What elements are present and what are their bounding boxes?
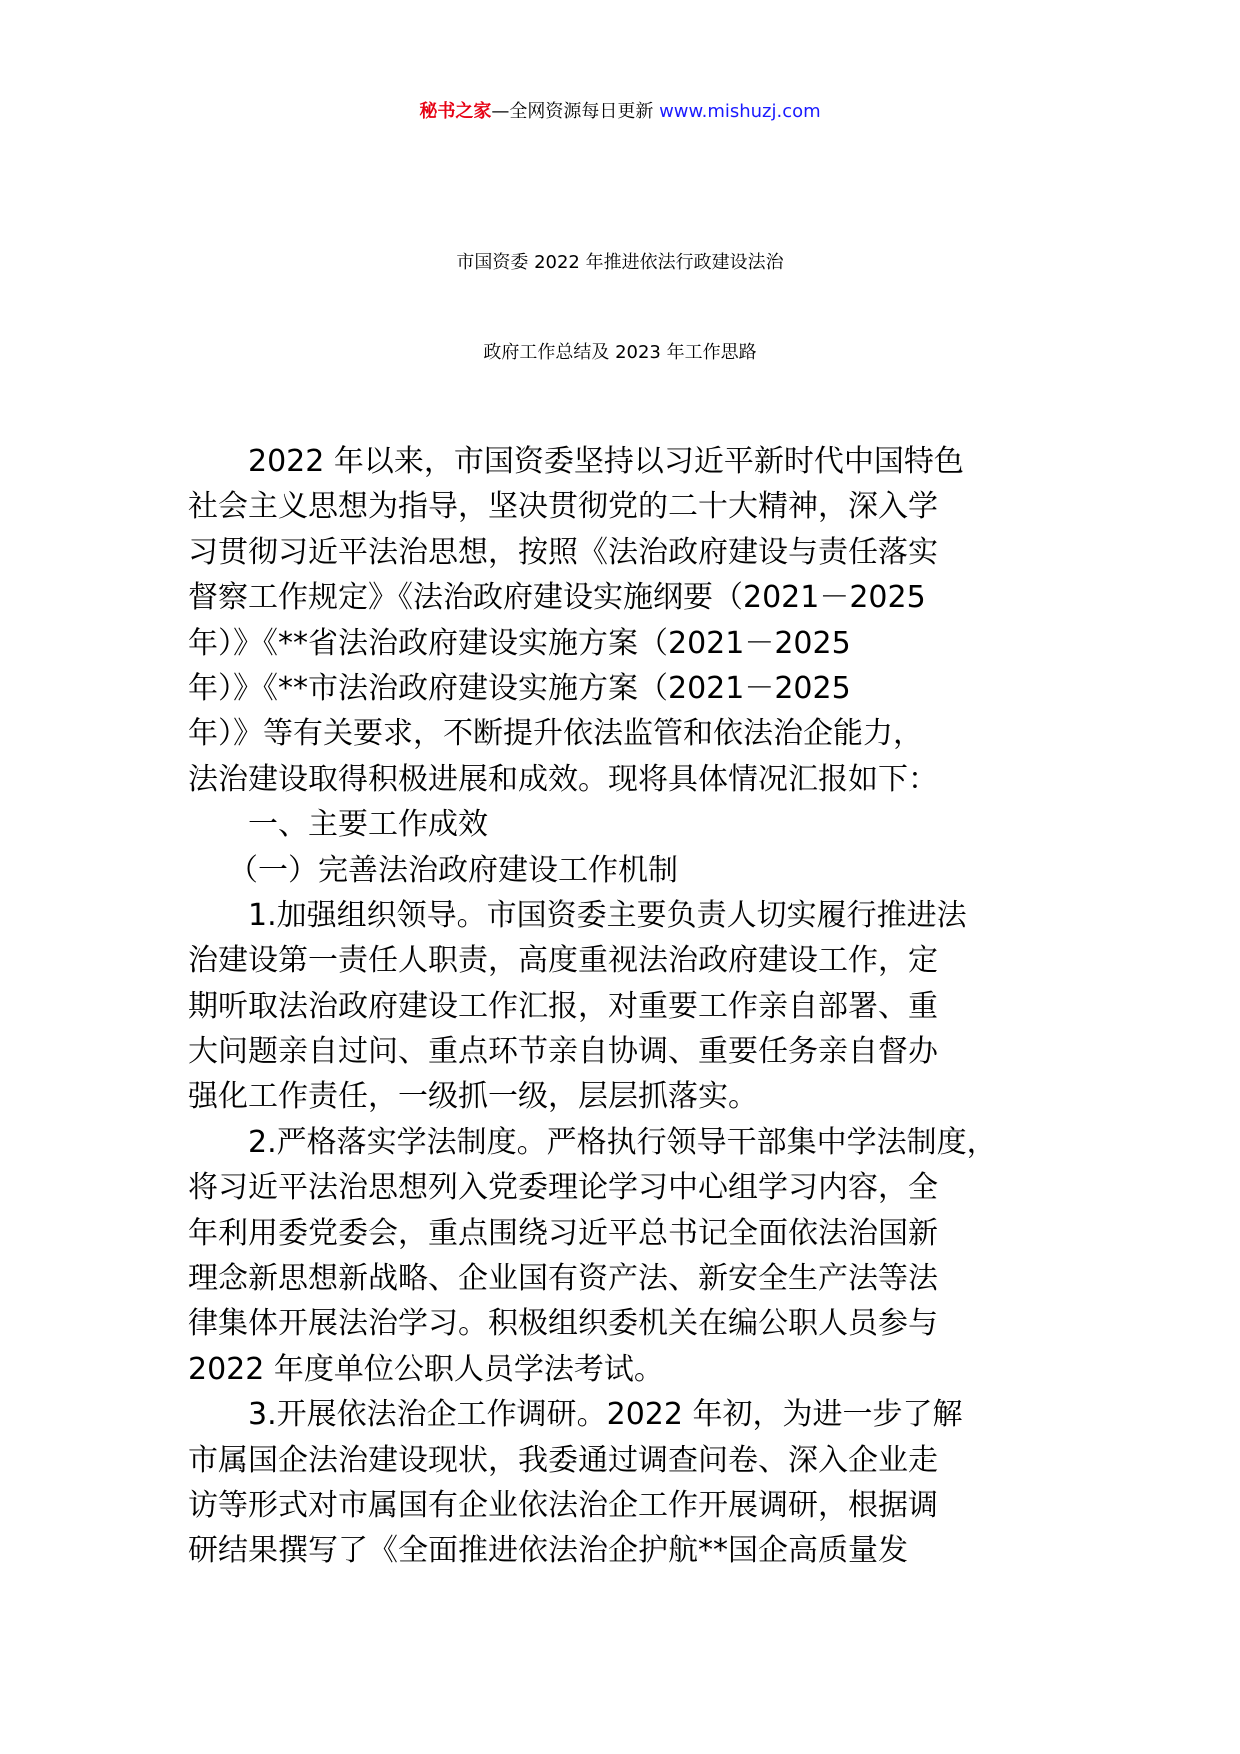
- paragraph-line: 研结果撰写了《全面推进依法治企护航**国企高质量发: [188, 1533, 908, 1569]
- subsection-heading: （一）完善法治政府建设工作机制: [228, 852, 678, 888]
- paragraph-line: 市属国企法治建设现状，我委通过调查问卷、深入企业走: [188, 1442, 938, 1478]
- paragraph-line: 法治建设取得积极进展和成效。现将具体情况汇报如下：: [188, 761, 938, 797]
- paragraph-line: 习贯彻习近平法治思想，按照《法治政府建设与责任落实: [188, 534, 938, 570]
- paragraph-line: 强化工作责任，一级抓一级，层层抓落实。: [188, 1079, 758, 1115]
- paragraph-line: 大问题亲自过问、重点环节亲自协调、重要任务亲自督办: [188, 1034, 938, 1070]
- paragraph-line: 年）》《**省法治政府建设实施方案（2021－2025: [188, 625, 851, 661]
- paragraph-line: 年）》等有关要求，不断提升依法监管和依法治企能力，: [188, 716, 923, 752]
- paragraph-line: 1.加强组织领导。市国资委主要负责人切实履行推进法: [248, 897, 967, 933]
- paragraph-line: 访等形式对市属国有企业依法治企工作开展调研，根据调: [188, 1487, 938, 1523]
- paragraph-line: 社会主义思想为指导，坚决贯彻党的二十大精神，深入学: [188, 489, 938, 525]
- paragraph-line: 2022 年度单位公职人员学法考试。: [188, 1351, 664, 1387]
- paragraph-line: 2022 年以来，市国资委坚持以习近平新时代中国特色: [248, 444, 964, 479]
- paragraph-line: 3.开展依法治企工作调研。2022 年初，为进一步了解: [248, 1397, 963, 1433]
- paragraph-line: 2.严格落实学法制度。严格执行领导干部集中学法制度，: [248, 1124, 997, 1160]
- paragraph-line: 年）》《**市法治政府建设实施方案（2021－2025: [188, 670, 851, 706]
- brand-name: 秘书之家: [419, 101, 492, 122]
- paragraph-line: 将习近平法治思想列入党委理论学习中心组学习内容，全: [188, 1170, 938, 1206]
- paragraph-line: 年利用委党委会，重点围绕习近平总书记全面依法治国新: [188, 1215, 938, 1251]
- paragraph-line: 期听取法治政府建设工作汇报，对重要工作亲自部署、重: [188, 988, 938, 1024]
- paragraph-line: 理念新思想新战略、企业国有资产法、新安全生产法等法: [188, 1261, 938, 1297]
- header-tagline: —全网资源每日更新: [491, 101, 654, 122]
- paragraph-line: 律集体开展法治学习。积极组织委机关在编公职人员参与: [188, 1306, 938, 1342]
- section-heading: 一、主要工作成效: [248, 807, 488, 843]
- document-title-line-2: 政府工作总结及 2023 年工作思路: [483, 342, 757, 363]
- site-url-link[interactable]: www.mishuzj.com: [659, 101, 821, 122]
- paragraph-line: 督察工作规定》《法治政府建设实施纲要（2021－2025: [188, 580, 926, 616]
- document-body: [188, 439, 1060, 1574]
- paragraph-line: 治建设第一责任人职责，高度重视法治政府建设工作，定: [188, 943, 938, 979]
- document-title-line-1: 市国资委 2022 年推进依法行政建设法治: [456, 252, 784, 273]
- site-header: [0, 92, 1240, 132]
